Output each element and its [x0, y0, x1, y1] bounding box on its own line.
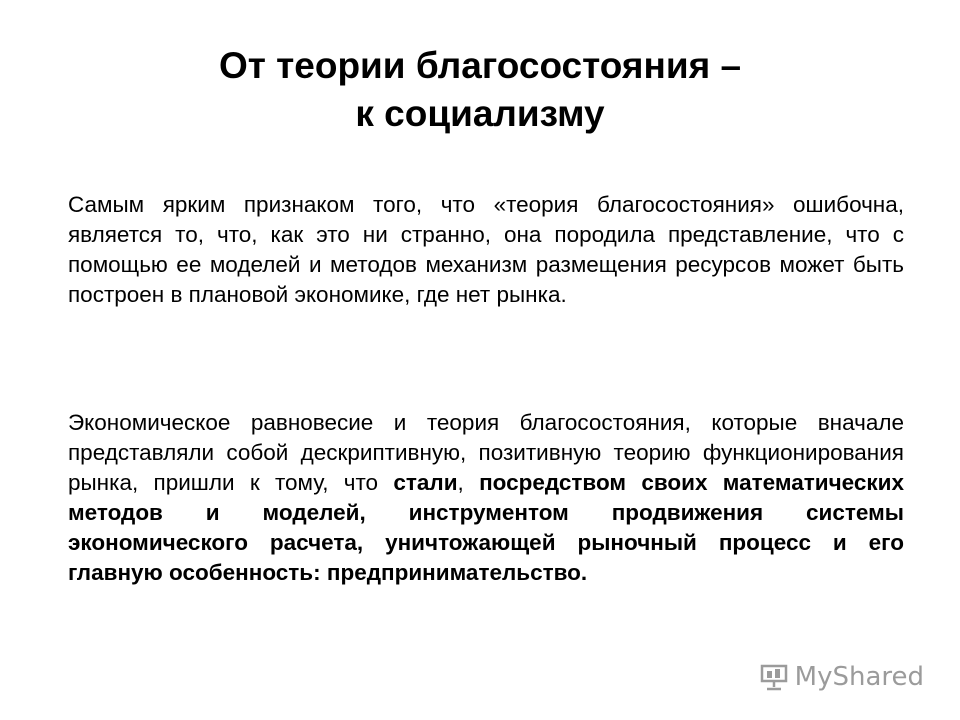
watermark [759, 662, 924, 692]
paragraph-2-text-b: , [457, 470, 480, 495]
slide-title-line-2: к социализму [355, 93, 605, 134]
paragraph-2-bold-b: посредством своих математических методов и моделей, инструментом продвижения системы экономического расчета, уничтожающей рыночный процесс и его главную особенность: предпринимательство. [68, 470, 904, 585]
watermark-text: MyShared [794, 662, 924, 692]
paragraph-2-text-a: Экономическое равновесие и теория благосостояния, которые вначале представляли собой дескриптивную, позитивную теорию функционирования рынка, пришли к тому, что [68, 410, 904, 495]
slide-title-line-1: От теории благосостояния – [218, 45, 742, 86]
presentation-board-icon [759, 663, 789, 691]
slide-title [60, 42, 900, 138]
paragraph-2-bold-a: стали [393, 470, 458, 495]
paragraph-2 [68, 408, 904, 588]
paragraph-1: Самым ярким признаком того, что «теория благосостояния» ошибочна, является то, что, как это ни странно, она породила представление, что с помощью ее моделей и методов механизм размещения ресурсов может быть построен в плановой экономике, где нет рынка. [68, 192, 904, 307]
